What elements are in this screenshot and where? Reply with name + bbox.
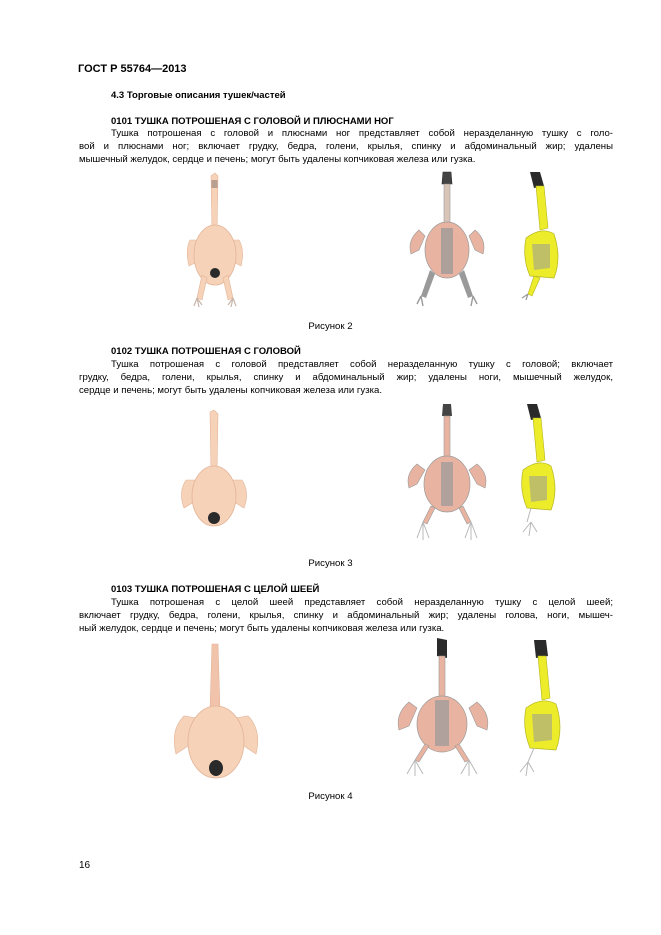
figure-2-caption: Рисунок 2 [308, 321, 353, 332]
document-header: ГОСТ Р 55764—2013 [78, 63, 187, 75]
figure-4-carcass-photo [166, 642, 266, 787]
figure-4-side-diagram [512, 636, 570, 780]
item-0103-description [79, 596, 613, 635]
item-0103-line-1: Тушка потрошеная с целой шеей представляет собой неразделанную тушку с целой шеей; [111, 597, 613, 608]
figure-2-carcass-photo [175, 170, 255, 310]
item-0103-title: 0103 ТУШКА ПОТРОШЕНАЯ С ЦЕЛОЙ ШЕЕЙ [111, 584, 320, 595]
item-0101-title: 0101 ТУШКА ПОТРОШЕНАЯ С ГОЛОВОЙ И ПЛЮСНАМИ НОГ [111, 116, 394, 127]
item-0101-line-1: Тушка потрошеная с головой и плюснами ног представляет собой неразделанную тушку с голо- [111, 128, 613, 139]
item-0101-line-2: вой и плюснами ног; включает грудку, бедра, голени, крылья, спинку и абдоминальный жир; удалены [79, 141, 613, 152]
figure-2-skeleton-diagram [405, 168, 490, 308]
figure-3-side-diagram [513, 400, 565, 544]
item-0101-line-3: мышечный желудок, сердце и печень; могут быть удалены копчиковая железа или гузка. [79, 154, 476, 165]
figure-2-side-diagram [516, 168, 566, 308]
item-0102-line-3: сердце и печень; могут быть удалены копчиковая железа или гузка. [79, 385, 383, 396]
item-0102-description [79, 358, 613, 397]
section-title: 4.3 Торговые описания тушек/частей [111, 90, 286, 101]
figure-3-carcass-photo [172, 408, 256, 538]
figure-3-skeleton-diagram [405, 402, 495, 542]
item-0102-line-2: грудку, бедра, голени, крылья, спинку и абдоминальный жир; удалены ноги, мышечный желудок, [79, 372, 613, 383]
figure-4-skeleton-diagram [395, 636, 495, 778]
item-0103-line-2: включает грудку, бедра, голени, крылья, спинку и абдоминальный жир; удалены голова, ноги, мышеч- [79, 610, 613, 621]
figure-3-caption: Рисунок 3 [308, 558, 353, 569]
item-0102-line-1: Тушка потрошеная с головой представляет собой неразделанную тушку с головой; включает [111, 359, 613, 370]
item-0103-line-3: ный желудок, сердце и печень; могут быть удалены копчиковая железа или гузка. [79, 623, 445, 634]
item-0101-description [79, 127, 613, 166]
figure-4-caption: Рисунок 4 [308, 791, 353, 802]
page-number: 16 [79, 860, 91, 871]
item-0102-title: 0102 ТУШКА ПОТРОШЕНАЯ С ГОЛОВОЙ [111, 346, 301, 357]
